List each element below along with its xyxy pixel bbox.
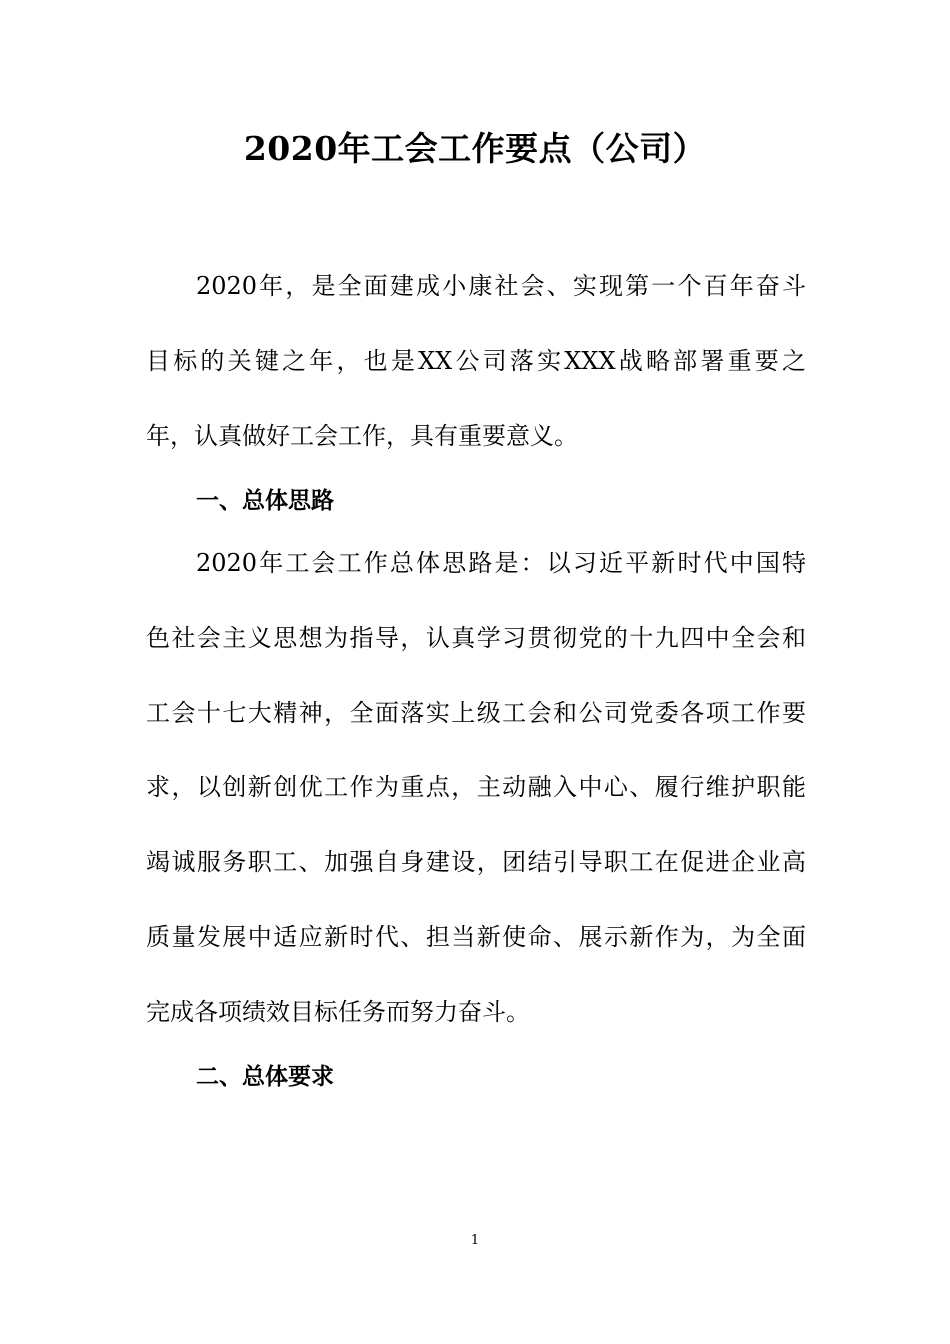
section-heading: 一、总体思路 (196, 488, 334, 514)
paragraph-line: 质量发展中适应新时代、担当新使命、展示新作为，为全面 (146, 923, 806, 951)
paragraph-line: 年，认真做好工会工作，具有重要意义。 (146, 422, 578, 450)
document-title: 2020年工会工作要点（公司） (243, 129, 707, 168)
paragraph-line: 目标的关键之年，也是XX公司落实XXX战略部署重要之 (146, 347, 806, 375)
page-number: 1 (470, 1233, 480, 1248)
paragraph-line: 2020年工会工作总体思路是：以习近平新时代中国特 (196, 549, 806, 577)
paragraph-line: 2020年，是全面建成小康社会、实现第一个百年奋斗 (196, 272, 806, 300)
paragraph-line: 完成各项绩效目标任务而努力奋斗。 (146, 998, 530, 1026)
paragraph-line: 竭诚服务职工、加强自身建设，团结引导职工在促进企业高 (146, 848, 806, 876)
section-heading: 二、总体要求 (196, 1064, 334, 1090)
paragraph-line: 求，以创新创优工作为重点，主动融入中心、履行维护职能 (146, 773, 806, 801)
paragraph-line: 色社会主义思想为指导，认真学习贯彻党的十九四中全会和 (146, 624, 806, 652)
paragraph-line: 工会十七大精神，全面落实上级工会和公司党委各项工作要 (146, 699, 806, 727)
